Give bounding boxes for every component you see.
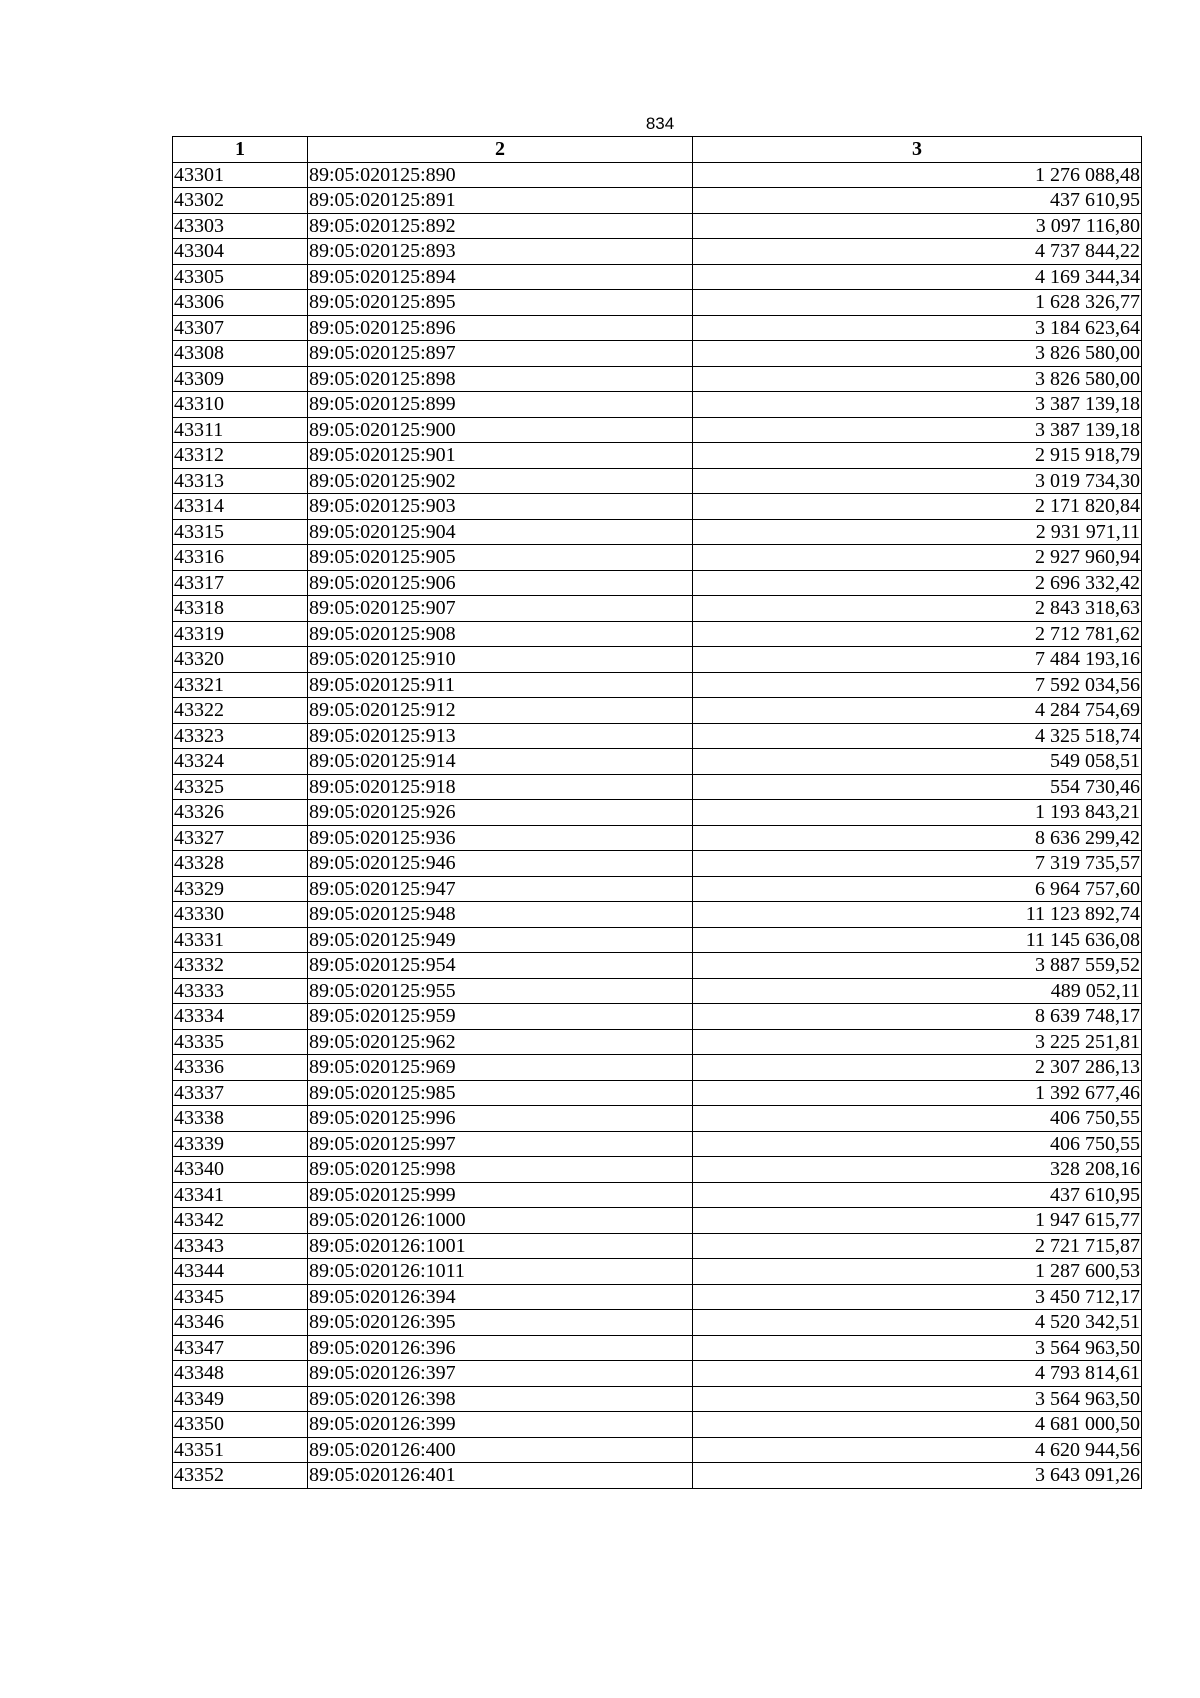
row-number-cell: 43328 — [173, 851, 308, 877]
table-row — [173, 978, 1142, 1004]
table-row — [173, 366, 1142, 392]
table-row — [173, 162, 1142, 188]
row-number-cell: 43316 — [173, 545, 308, 571]
table-row — [173, 570, 1142, 596]
cadastral-number-cell: 89:05:020125:912 — [308, 698, 693, 724]
cadastral-value-cell: 2 843 318,63 — [693, 596, 1142, 622]
cadastral-number-cell: 89:05:020125:918 — [308, 774, 693, 800]
row-number-cell: 43307 — [173, 315, 308, 341]
table-row — [173, 1106, 1142, 1132]
cadastral-number-cell: 89:05:020125:949 — [308, 927, 693, 953]
row-number-cell: 43339 — [173, 1131, 308, 1157]
cadastral-value-cell: 406 750,55 — [693, 1106, 1142, 1132]
cadastral-number-cell: 89:05:020125:902 — [308, 468, 693, 494]
cadastral-number-cell: 89:05:020126:398 — [308, 1386, 693, 1412]
table-row — [173, 621, 1142, 647]
cadastral-value-cell: 2 927 960,94 — [693, 545, 1142, 571]
table-row — [173, 239, 1142, 265]
table-row — [173, 188, 1142, 214]
cadastral-value-cell: 3 019 734,30 — [693, 468, 1142, 494]
row-number-cell: 43326 — [173, 800, 308, 826]
cadastral-number-cell: 89:05:020125:996 — [308, 1106, 693, 1132]
cadastral-value-table — [172, 136, 1142, 1489]
table-row — [173, 443, 1142, 469]
row-number-cell: 43312 — [173, 443, 308, 469]
cadastral-value-cell: 1 193 843,21 — [693, 800, 1142, 826]
cadastral-value-cell: 3 826 580,00 — [693, 366, 1142, 392]
row-number-cell: 43302 — [173, 188, 308, 214]
row-number-cell: 43315 — [173, 519, 308, 545]
cadastral-value-cell: 2 171 820,84 — [693, 494, 1142, 520]
row-number-cell: 43351 — [173, 1437, 308, 1463]
table-row — [173, 825, 1142, 851]
table-row — [173, 1131, 1142, 1157]
table-row — [173, 392, 1142, 418]
table-row — [173, 1361, 1142, 1387]
table-row — [173, 1157, 1142, 1183]
cadastral-value-cell: 3 643 091,26 — [693, 1463, 1142, 1489]
cadastral-value-cell: 7 319 735,57 — [693, 851, 1142, 877]
cadastral-number-cell: 89:05:020125:955 — [308, 978, 693, 1004]
cadastral-number-cell: 89:05:020125:947 — [308, 876, 693, 902]
cadastral-number-cell: 89:05:020125:891 — [308, 188, 693, 214]
cadastral-value-cell: 4 620 944,56 — [693, 1437, 1142, 1463]
cadastral-value-cell: 1 947 615,77 — [693, 1208, 1142, 1234]
cadastral-value-cell: 554 730,46 — [693, 774, 1142, 800]
cadastral-value-cell: 4 520 342,51 — [693, 1310, 1142, 1336]
cadastral-value-cell: 406 750,55 — [693, 1131, 1142, 1157]
cadastral-number-cell: 89:05:020125:895 — [308, 290, 693, 316]
table-row — [173, 290, 1142, 316]
cadastral-number-cell: 89:05:020125:936 — [308, 825, 693, 851]
row-number-cell: 43341 — [173, 1182, 308, 1208]
row-number-cell: 43345 — [173, 1284, 308, 1310]
cadastral-value-cell: 489 052,11 — [693, 978, 1142, 1004]
cadastral-number-cell: 89:05:020126:1000 — [308, 1208, 693, 1234]
row-number-cell: 43338 — [173, 1106, 308, 1132]
table-row — [173, 1437, 1142, 1463]
cadastral-value-cell: 7 484 193,16 — [693, 647, 1142, 673]
row-number-cell: 43349 — [173, 1386, 308, 1412]
row-number-cell: 43305 — [173, 264, 308, 290]
row-number-cell: 43344 — [173, 1259, 308, 1285]
cadastral-value-cell: 3 564 963,50 — [693, 1386, 1142, 1412]
cadastral-number-cell: 89:05:020126:396 — [308, 1335, 693, 1361]
row-number-cell: 43314 — [173, 494, 308, 520]
cadastral-number-cell: 89:05:020125:898 — [308, 366, 693, 392]
table-row — [173, 953, 1142, 979]
table-row — [173, 723, 1142, 749]
cadastral-number-cell: 89:05:020125:904 — [308, 519, 693, 545]
row-number-cell: 43308 — [173, 341, 308, 367]
table-row — [173, 545, 1142, 571]
row-number-cell: 43309 — [173, 366, 308, 392]
cadastral-number-cell: 89:05:020125:907 — [308, 596, 693, 622]
table-row — [173, 672, 1142, 698]
cadastral-value-cell: 4 325 518,74 — [693, 723, 1142, 749]
row-number-cell: 43330 — [173, 902, 308, 928]
row-number-cell: 43310 — [173, 392, 308, 418]
row-number-cell: 43301 — [173, 162, 308, 188]
page-number: 834 — [645, 114, 675, 133]
table-row — [173, 1029, 1142, 1055]
row-number-cell: 43304 — [173, 239, 308, 265]
cadastral-number-cell: 89:05:020125:962 — [308, 1029, 693, 1055]
row-number-cell: 43321 — [173, 672, 308, 698]
cadastral-number-cell: 89:05:020126:1001 — [308, 1233, 693, 1259]
table-row — [173, 468, 1142, 494]
table-row — [173, 1233, 1142, 1259]
cadastral-value-cell: 4 169 344,34 — [693, 264, 1142, 290]
cadastral-value-cell: 3 184 623,64 — [693, 315, 1142, 341]
cadastral-value-cell: 3 387 139,18 — [693, 392, 1142, 418]
cadastral-number-cell: 89:05:020125:899 — [308, 392, 693, 418]
row-number-cell: 43320 — [173, 647, 308, 673]
cadastral-number-cell: 89:05:020125:894 — [308, 264, 693, 290]
table-row — [173, 774, 1142, 800]
row-number-cell: 43318 — [173, 596, 308, 622]
column-header-number: 1 — [173, 137, 308, 163]
cadastral-number-cell: 89:05:020125:896 — [308, 315, 693, 341]
cadastral-number-cell: 89:05:020126:399 — [308, 1412, 693, 1438]
table-row — [173, 1259, 1142, 1285]
cadastral-number-cell: 89:05:020126:395 — [308, 1310, 693, 1336]
row-number-cell: 43313 — [173, 468, 308, 494]
cadastral-value-cell: 3 564 963,50 — [693, 1335, 1142, 1361]
cadastral-value-cell: 4 737 844,22 — [693, 239, 1142, 265]
table-row — [173, 902, 1142, 928]
row-number-cell: 43337 — [173, 1080, 308, 1106]
cadastral-value-cell: 2 721 715,87 — [693, 1233, 1142, 1259]
cadastral-number-cell: 89:05:020125:954 — [308, 953, 693, 979]
cadastral-number-cell: 89:05:020125:959 — [308, 1004, 693, 1030]
cadastral-number-cell: 89:05:020126:397 — [308, 1361, 693, 1387]
cadastral-number-cell: 89:05:020126:394 — [308, 1284, 693, 1310]
cadastral-value-cell: 3 826 580,00 — [693, 341, 1142, 367]
table-row — [173, 927, 1142, 953]
row-number-cell: 43334 — [173, 1004, 308, 1030]
table-row — [173, 1335, 1142, 1361]
row-number-cell: 43325 — [173, 774, 308, 800]
cadastral-value-cell: 2 931 971,11 — [693, 519, 1142, 545]
row-number-cell: 43327 — [173, 825, 308, 851]
table-row — [173, 315, 1142, 341]
cadastral-number-cell: 89:05:020126:1011 — [308, 1259, 693, 1285]
cadastral-number-cell: 89:05:020125:969 — [308, 1055, 693, 1081]
cadastral-value-cell: 437 610,95 — [693, 188, 1142, 214]
row-number-cell: 43332 — [173, 953, 308, 979]
row-number-cell: 43306 — [173, 290, 308, 316]
cadastral-number-cell: 89:05:020125:985 — [308, 1080, 693, 1106]
cadastral-value-cell: 549 058,51 — [693, 749, 1142, 775]
cadastral-value-cell: 2 712 781,62 — [693, 621, 1142, 647]
row-number-cell: 43348 — [173, 1361, 308, 1387]
column-header-value: 3 — [693, 137, 1142, 163]
cadastral-value-cell: 4 793 814,61 — [693, 1361, 1142, 1387]
row-number-cell: 43317 — [173, 570, 308, 596]
cadastral-number-cell: 89:05:020125:999 — [308, 1182, 693, 1208]
cadastral-number-cell: 89:05:020125:897 — [308, 341, 693, 367]
cadastral-value-cell: 3 450 712,17 — [693, 1284, 1142, 1310]
table-row — [173, 1055, 1142, 1081]
cadastral-value-cell: 7 592 034,56 — [693, 672, 1142, 698]
cadastral-number-cell: 89:05:020125:946 — [308, 851, 693, 877]
table-row — [173, 519, 1142, 545]
cadastral-number-cell: 89:05:020125:906 — [308, 570, 693, 596]
table-row — [173, 800, 1142, 826]
table-row — [173, 876, 1142, 902]
cadastral-value-cell: 3 387 139,18 — [693, 417, 1142, 443]
cadastral-value-cell: 2 915 918,79 — [693, 443, 1142, 469]
cadastral-value-cell: 1 287 600,53 — [693, 1259, 1142, 1285]
cadastral-value-cell: 4 681 000,50 — [693, 1412, 1142, 1438]
cadastral-value-cell: 437 610,95 — [693, 1182, 1142, 1208]
table-row — [173, 1386, 1142, 1412]
table-row — [173, 596, 1142, 622]
column-header-cadastral-number: 2 — [308, 137, 693, 163]
table-row — [173, 417, 1142, 443]
cadastral-number-cell: 89:05:020125:926 — [308, 800, 693, 826]
row-number-cell: 43324 — [173, 749, 308, 775]
row-number-cell: 43331 — [173, 927, 308, 953]
cadastral-value-cell: 3 097 116,80 — [693, 213, 1142, 239]
cadastral-number-cell: 89:05:020125:900 — [308, 417, 693, 443]
table-row — [173, 698, 1142, 724]
cadastral-number-cell: 89:05:020125:903 — [308, 494, 693, 520]
row-number-cell: 43340 — [173, 1157, 308, 1183]
table-row — [173, 1284, 1142, 1310]
table-row — [173, 749, 1142, 775]
cadastral-value-cell: 8 636 299,42 — [693, 825, 1142, 851]
row-number-cell: 43336 — [173, 1055, 308, 1081]
cadastral-value-cell: 1 392 677,46 — [693, 1080, 1142, 1106]
table-row — [173, 1310, 1142, 1336]
cadastral-value-cell: 1 628 326,77 — [693, 290, 1142, 316]
cadastral-value-cell: 6 964 757,60 — [693, 876, 1142, 902]
table-row — [173, 494, 1142, 520]
cadastral-value-cell: 3 887 559,52 — [693, 953, 1142, 979]
row-number-cell: 43346 — [173, 1310, 308, 1336]
cadastral-value-cell: 3 225 251,81 — [693, 1029, 1142, 1055]
cadastral-value-cell: 2 696 332,42 — [693, 570, 1142, 596]
row-number-cell: 43350 — [173, 1412, 308, 1438]
cadastral-number-cell: 89:05:020125:913 — [308, 723, 693, 749]
row-number-cell: 43329 — [173, 876, 308, 902]
row-number-cell: 43333 — [173, 978, 308, 1004]
row-number-cell: 43303 — [173, 213, 308, 239]
cadastral-value-cell: 328 208,16 — [693, 1157, 1142, 1183]
table-header-row — [173, 137, 1142, 163]
table-row — [173, 1004, 1142, 1030]
cadastral-number-cell: 89:05:020125:908 — [308, 621, 693, 647]
table-row — [173, 213, 1142, 239]
table-row — [173, 851, 1142, 877]
table-row — [173, 1080, 1142, 1106]
cadastral-number-cell: 89:05:020126:400 — [308, 1437, 693, 1463]
cadastral-number-cell: 89:05:020125:892 — [308, 213, 693, 239]
row-number-cell: 43335 — [173, 1029, 308, 1055]
table-row — [173, 341, 1142, 367]
cadastral-value-cell: 8 639 748,17 — [693, 1004, 1142, 1030]
table-body — [173, 162, 1142, 1488]
row-number-cell: 43343 — [173, 1233, 308, 1259]
cadastral-number-cell: 89:05:020125:905 — [308, 545, 693, 571]
cadastral-value-cell: 1 276 088,48 — [693, 162, 1142, 188]
cadastral-number-cell: 89:05:020125:893 — [308, 239, 693, 265]
cadastral-value-cell: 2 307 286,13 — [693, 1055, 1142, 1081]
row-number-cell: 43323 — [173, 723, 308, 749]
row-number-cell: 43322 — [173, 698, 308, 724]
row-number-cell: 43352 — [173, 1463, 308, 1489]
table-row — [173, 1182, 1142, 1208]
cadastral-number-cell: 89:05:020125:890 — [308, 162, 693, 188]
row-number-cell: 43347 — [173, 1335, 308, 1361]
table-row — [173, 1412, 1142, 1438]
table-row — [173, 1463, 1142, 1489]
cadastral-number-cell: 89:05:020125:998 — [308, 1157, 693, 1183]
cadastral-value-cell: 11 145 636,08 — [693, 927, 1142, 953]
row-number-cell: 43311 — [173, 417, 308, 443]
table-row — [173, 647, 1142, 673]
table-row — [173, 1208, 1142, 1234]
cadastral-value-cell: 11 123 892,74 — [693, 902, 1142, 928]
cadastral-number-cell: 89:05:020126:401 — [308, 1463, 693, 1489]
cadastral-number-cell: 89:05:020125:997 — [308, 1131, 693, 1157]
table-row — [173, 264, 1142, 290]
cadastral-number-cell: 89:05:020125:901 — [308, 443, 693, 469]
cadastral-number-cell: 89:05:020125:948 — [308, 902, 693, 928]
cadastral-number-cell: 89:05:020125:910 — [308, 647, 693, 673]
row-number-cell: 43342 — [173, 1208, 308, 1234]
cadastral-value-cell: 4 284 754,69 — [693, 698, 1142, 724]
cadastral-number-cell: 89:05:020125:914 — [308, 749, 693, 775]
cadastral-number-cell: 89:05:020125:911 — [308, 672, 693, 698]
row-number-cell: 43319 — [173, 621, 308, 647]
